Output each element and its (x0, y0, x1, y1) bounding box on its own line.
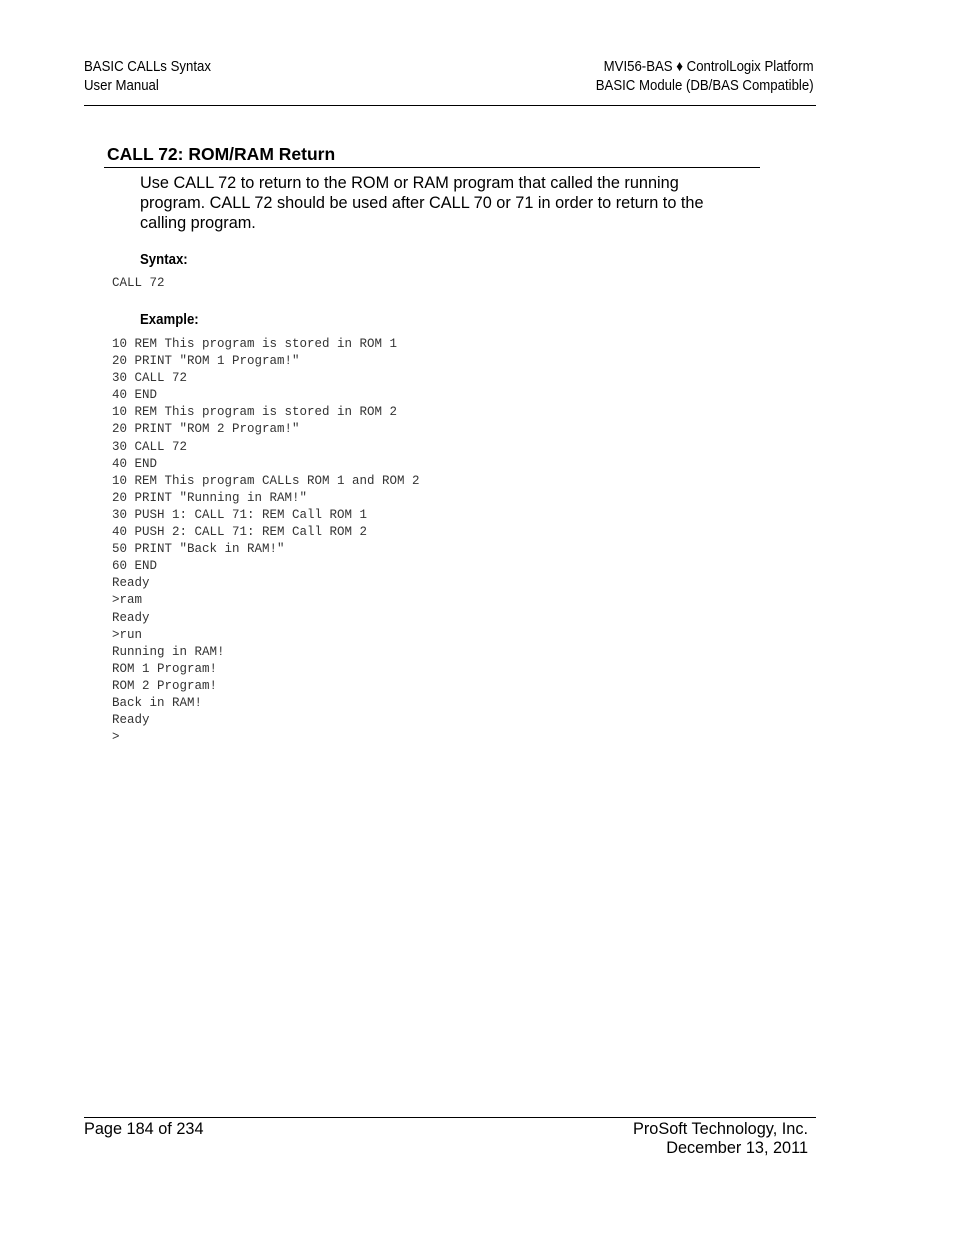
publication-date: December 13, 2011 (666, 1139, 808, 1157)
code-line: 40 END (112, 388, 158, 403)
header-manual-type: User Manual (84, 77, 159, 94)
section-title: CALL 72: ROM/RAM Return (107, 144, 336, 164)
example-heading: Example: (140, 311, 199, 328)
code-line: >ram (112, 593, 143, 608)
code-line: 50 PRINT "Back in RAM!" (112, 542, 285, 557)
code-line: 10 REM This program CALLs ROM 1 and ROM 2 (112, 473, 420, 488)
code-line: ROM 1 Program! (112, 661, 218, 676)
section-title-rule (104, 167, 760, 168)
syntax-heading: Syntax: (140, 251, 188, 268)
code-line: 10 REM This program is stored in ROM 1 (112, 337, 398, 351)
code-line: Ready (112, 610, 150, 625)
header-product-subtitle: BASIC Module (DB/BAS Compatible) (596, 77, 814, 94)
code-line: 20 PRINT "ROM 1 Program!" (112, 354, 300, 369)
page-number: Page 184 of 234 (84, 1120, 204, 1138)
code-line: 40 PUSH 2: CALL 71: REM Call ROM 2 (112, 525, 368, 540)
header-section-name: BASIC CALLs Syntax (84, 58, 211, 75)
syntax-code-block (112, 275, 165, 292)
section-description (140, 173, 760, 233)
code-line: ROM 2 Program! (112, 678, 218, 693)
code-line: 10 REM This program is stored in ROM 2 (112, 405, 398, 420)
description-line: calling program. (140, 214, 256, 232)
code-line: 40 END (112, 456, 158, 471)
header-product-name: MVI56-BAS ♦ ControlLogix Platform (604, 58, 814, 75)
footer-publisher (633, 1120, 808, 1158)
code-line: 30 PUSH 1: CALL 71: REM Call ROM 1 (112, 507, 368, 522)
code-line: Ready (112, 713, 150, 728)
code-line: >run (112, 627, 143, 642)
code-line: 30 CALL 72 (112, 439, 188, 454)
header-divider (84, 105, 816, 106)
company-name: ProSoft Technology, Inc. (633, 1120, 808, 1138)
code-line: CALL 72 (112, 276, 165, 290)
footer-divider (84, 1117, 816, 1118)
code-line: > (112, 730, 120, 745)
running-header-left (84, 57, 211, 95)
description-line: Use CALL 72 to return to the ROM or RAM program that called the running (140, 174, 679, 192)
code-line: 30 CALL 72 (112, 371, 188, 386)
example-code-block (112, 336, 420, 746)
code-line: Ready (112, 576, 150, 591)
running-header-right (596, 57, 814, 95)
description-line: program. CALL 72 should be used after CALL 70 or 71 in order to return to the (140, 194, 704, 212)
code-line: Back in RAM! (112, 695, 203, 710)
code-line: 20 PRINT "ROM 2 Program!" (112, 422, 300, 437)
code-line: 20 PRINT "Running in RAM!" (112, 490, 308, 505)
code-line: 60 END (112, 559, 158, 574)
code-line: Running in RAM! (112, 644, 225, 659)
